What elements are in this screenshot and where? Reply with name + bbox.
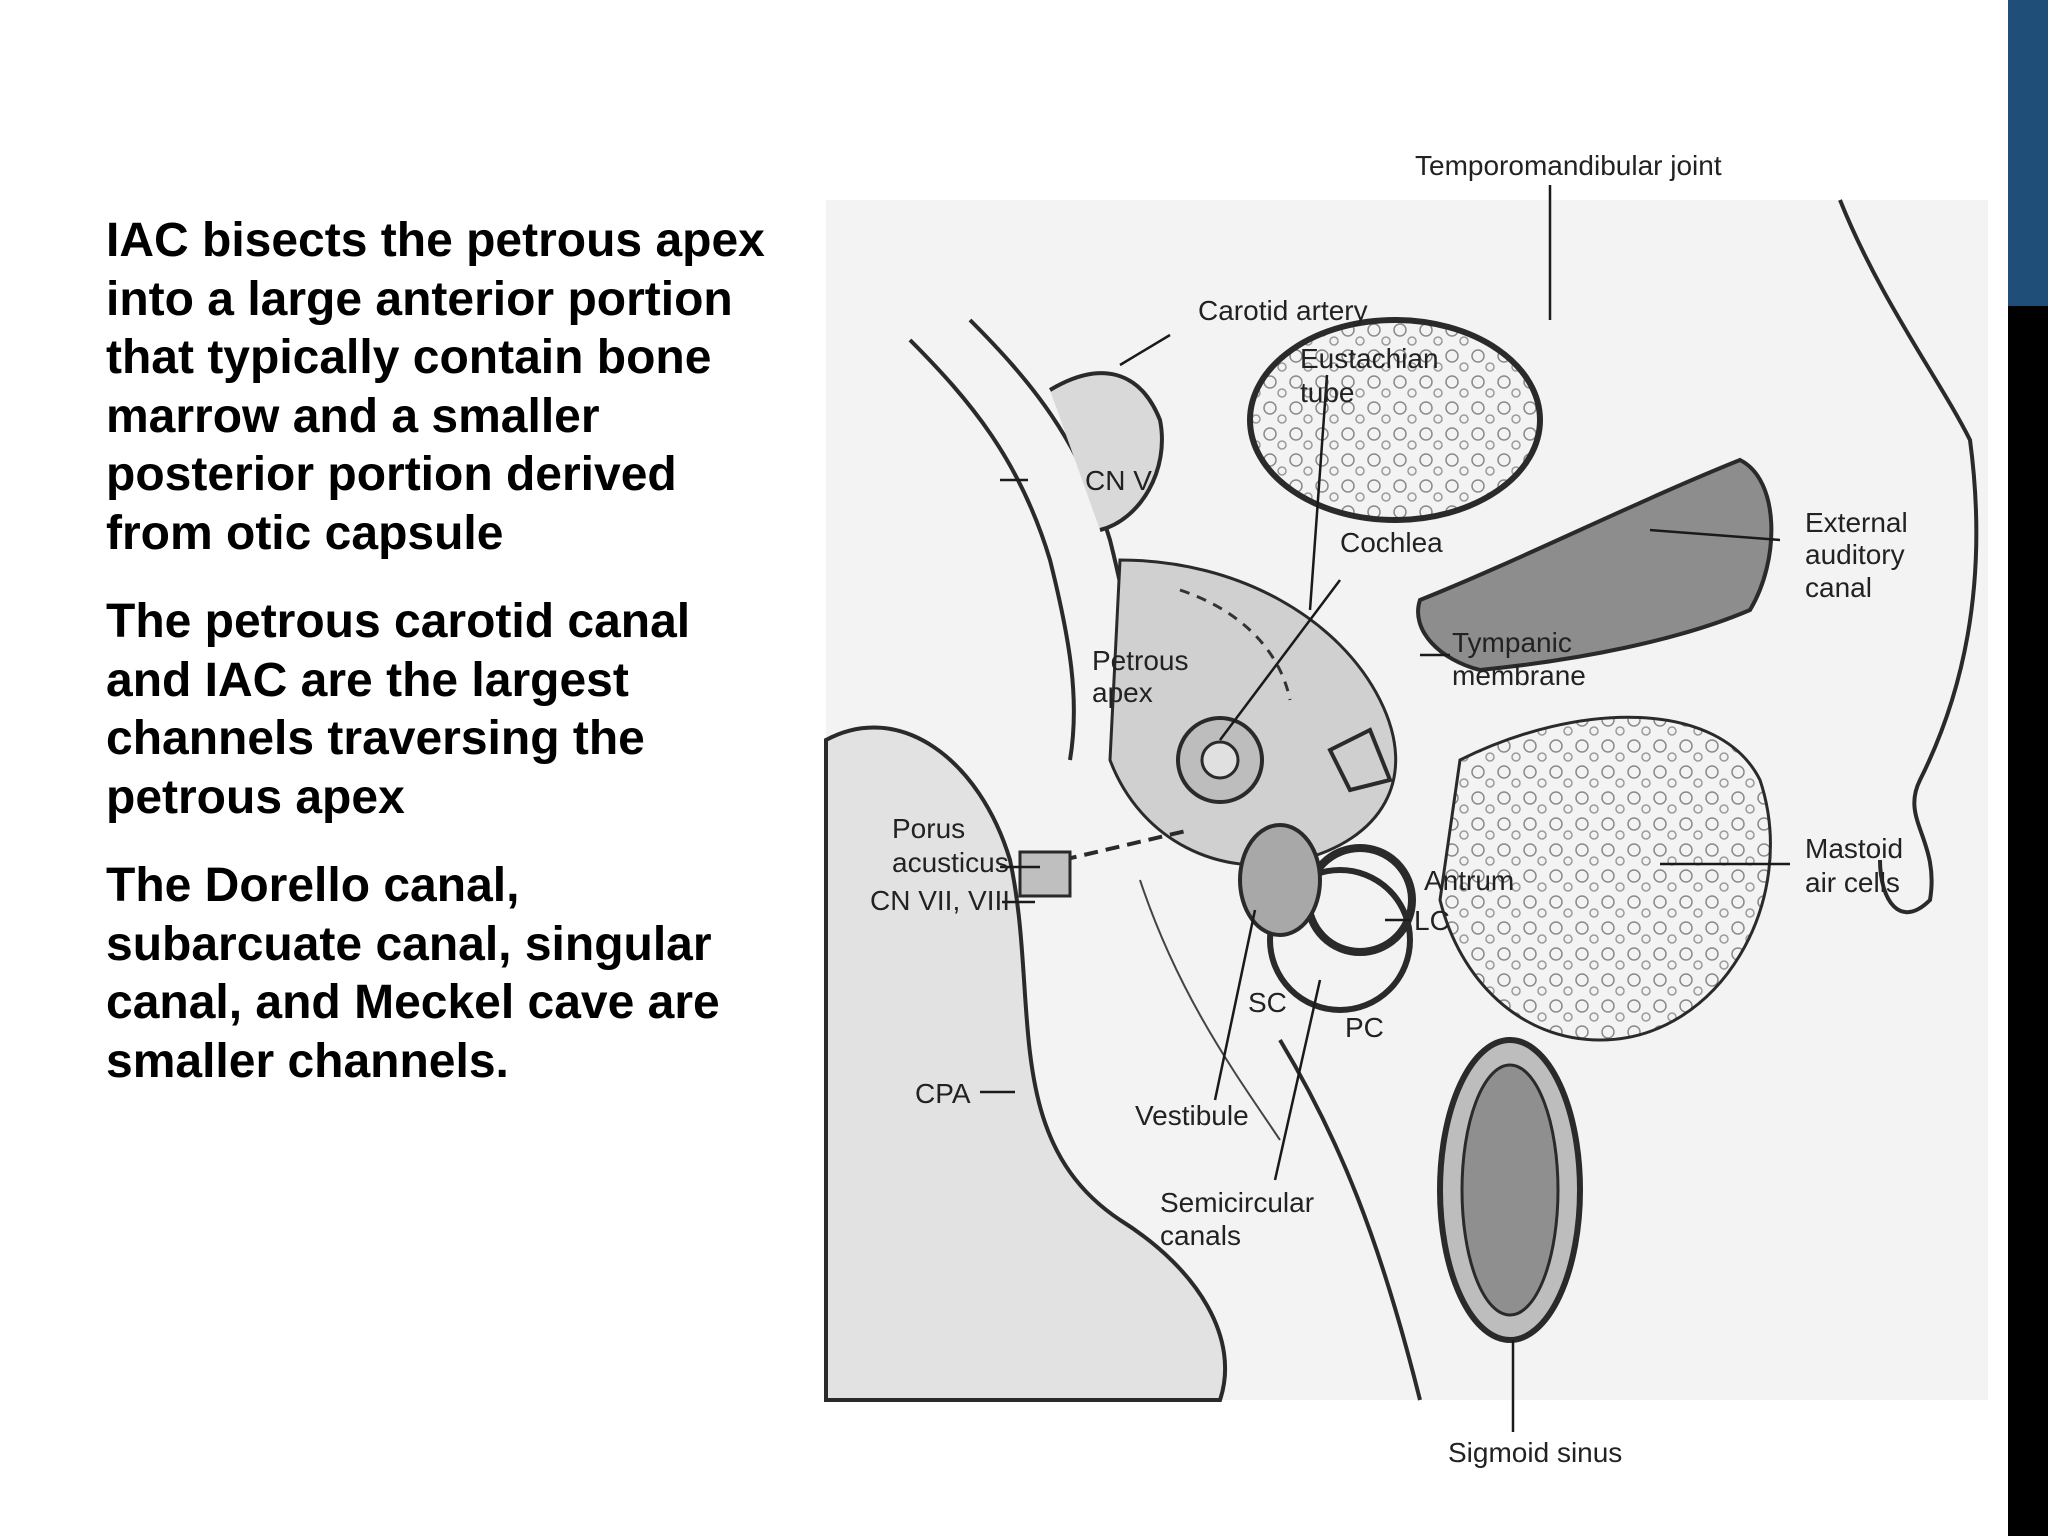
label-porus-acusticus-line2: acusticus: [892, 847, 1009, 878]
label-vestibule: Vestibule: [1135, 1100, 1249, 1131]
label-cn-v: CN V: [1085, 465, 1152, 496]
label-external-auditory-canal-line1: External: [1805, 507, 1908, 538]
cochlea-coil-b: [1202, 742, 1238, 778]
label-external-auditory-canal-line3: canal: [1805, 572, 1872, 603]
label-sc: SC: [1248, 987, 1287, 1018]
label-petrous-apex-line1: Petrous: [1092, 645, 1189, 676]
label-mastoid-air-cells-line1: Mastoid: [1805, 833, 1904, 864]
label-tympanic-membrane-line1: Tympanic: [1452, 627, 1572, 658]
label-porus-acusticus-line1: Porus: [892, 813, 966, 844]
label-carotid-artery: Carotid artery: [1198, 295, 1368, 326]
label-antrum: Antrum: [1424, 865, 1515, 896]
temporal-bone-anatomy-figure: [820, 140, 2000, 1480]
paragraph-iac-bisects: IAC bisects the petrous apex into a large anterior portion that typically contain bone marrow and a smaller posterior portion derived from otic capsule: [106, 214, 765, 560]
label-pc: PC: [1345, 1012, 1384, 1043]
anatomy-illustration: [820, 140, 2000, 1480]
label-external-auditory-canal-line2: auditory: [1805, 539, 1905, 570]
label-semicircular-canals-line2: canals: [1160, 1220, 1241, 1251]
label-temporomandibular-joint: Temporomandibular joint: [1415, 150, 1722, 181]
label-cochlea: Cochlea: [1340, 527, 1443, 558]
paragraph-smaller-channels: The Dorello canal, subarcuate canal, singular canal, and Meckel cave are smaller channels.: [106, 859, 720, 1088]
label-sigmoid-sinus: Sigmoid sinus: [1448, 1437, 1623, 1468]
paragraph-largest-channels: The petrous carotid canal and IAC are the largest channels traversing the petrous apex: [106, 595, 691, 824]
label-eustachian-tube-line2: tube: [1300, 377, 1355, 408]
label-mastoid-air-cells-line2: air cells: [1805, 867, 1900, 898]
sigmoid-sinus-lumen: [1462, 1065, 1558, 1315]
text-column: [106, 212, 786, 1121]
label-lc: LC: [1414, 905, 1450, 936]
label-tympanic-membrane-line2: membrane: [1452, 660, 1586, 691]
label-petrous-apex-line2: apex: [1092, 677, 1153, 708]
label-eustachian-tube-line1: Eustachian: [1300, 343, 1439, 374]
label-cpa: CPA: [915, 1078, 971, 1109]
label-semicircular-canals-line1: Semicircular: [1160, 1187, 1315, 1218]
slide-side-bar-accent: [2008, 0, 2048, 306]
label-cn-vii-viii: CN VII, VIII: [870, 885, 1011, 916]
porus-acusticus-shape: [1020, 852, 1070, 896]
